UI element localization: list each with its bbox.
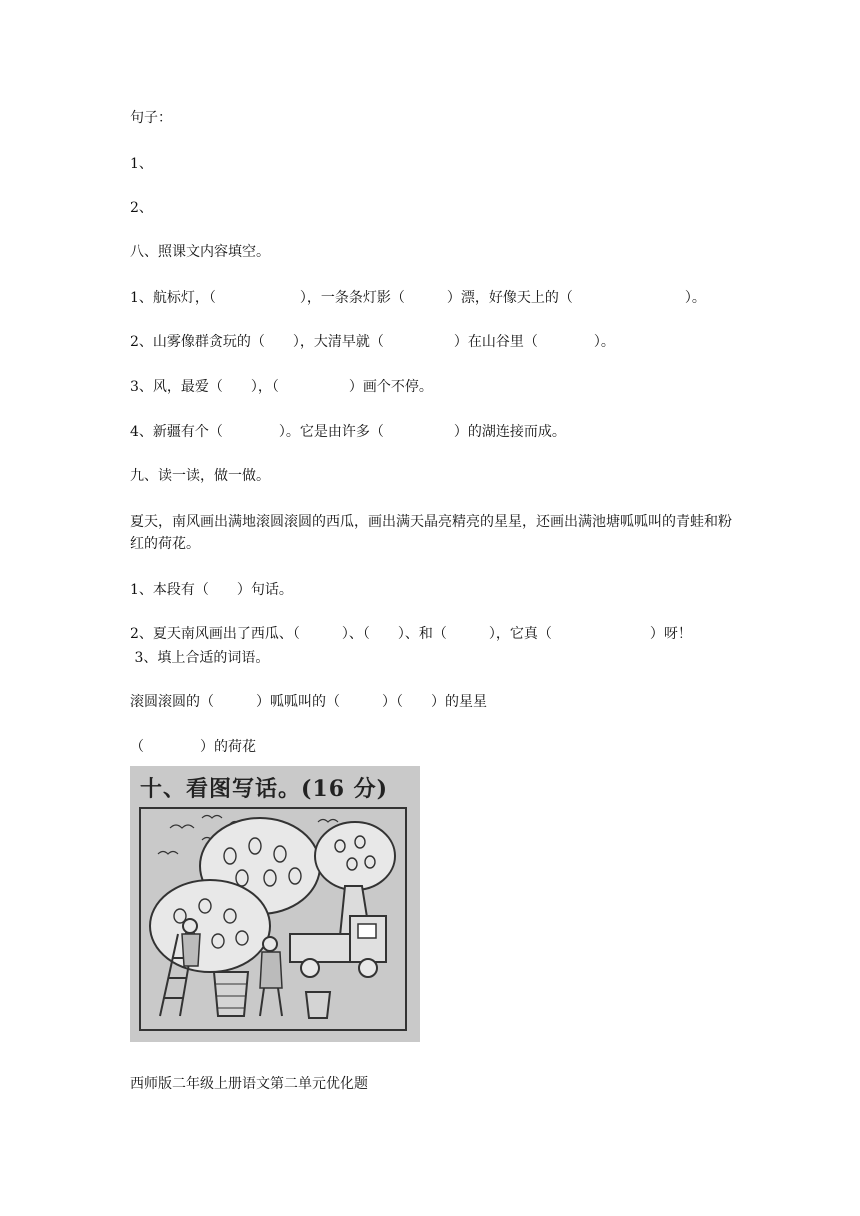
section-nine-item-1: 1、本段有（ ）句话。	[130, 582, 293, 598]
section-nine-item-2: 2、夏天南风画出了西瓜、（ ）、（ ）、和（ ），它真（ ）呀！	[130, 626, 692, 642]
document-footer: 西师版二年级上册语文第二单元优化题	[130, 1076, 368, 1092]
section-nine-passage: 夏天，南风画出满地滚圆滚圆的西瓜，画出满天晶亮精亮的星星，还画出满池塘呱呱叫的青蛙和粉红的荷花。	[130, 514, 732, 552]
section-eight-item-4: 4、新疆有个（ ）。它是由许多（ ）的湖连接而成。	[130, 424, 566, 440]
section-eight-item-3: 3、风，最爱（ ），（ ）画个不停。	[130, 379, 433, 395]
sentence-item-2: 2、	[130, 200, 153, 216]
section-nine-heading: 九、读一读，做一做。	[130, 468, 270, 484]
orchard-drawing	[130, 766, 420, 1042]
figure-title: 十、看图写话。(16 分)	[140, 776, 389, 802]
section-eight-item-2: 2、山雾像群贪玩的（ ），大清早就（ ）在山谷里（ ）。	[130, 334, 615, 350]
section-eight-heading: 八、照课文内容填空。	[130, 244, 270, 260]
sentence-heading: 句子：	[130, 110, 172, 126]
picture-writing-illustration	[130, 766, 420, 1042]
section-nine-item-5: （ ）的荷花	[130, 739, 256, 755]
section-nine-item-3: 3、填上合适的词语。	[130, 650, 270, 666]
sentence-item-1: 1、	[130, 156, 153, 172]
section-nine-item-4: 滚圆滚圆的（ ）呱呱叫的（ ）（ ）的星星	[130, 694, 487, 710]
section-eight-item-1: 1、航标灯，（ ），一条条灯影（ ）漂，好像天上的（ ）。	[130, 290, 706, 306]
